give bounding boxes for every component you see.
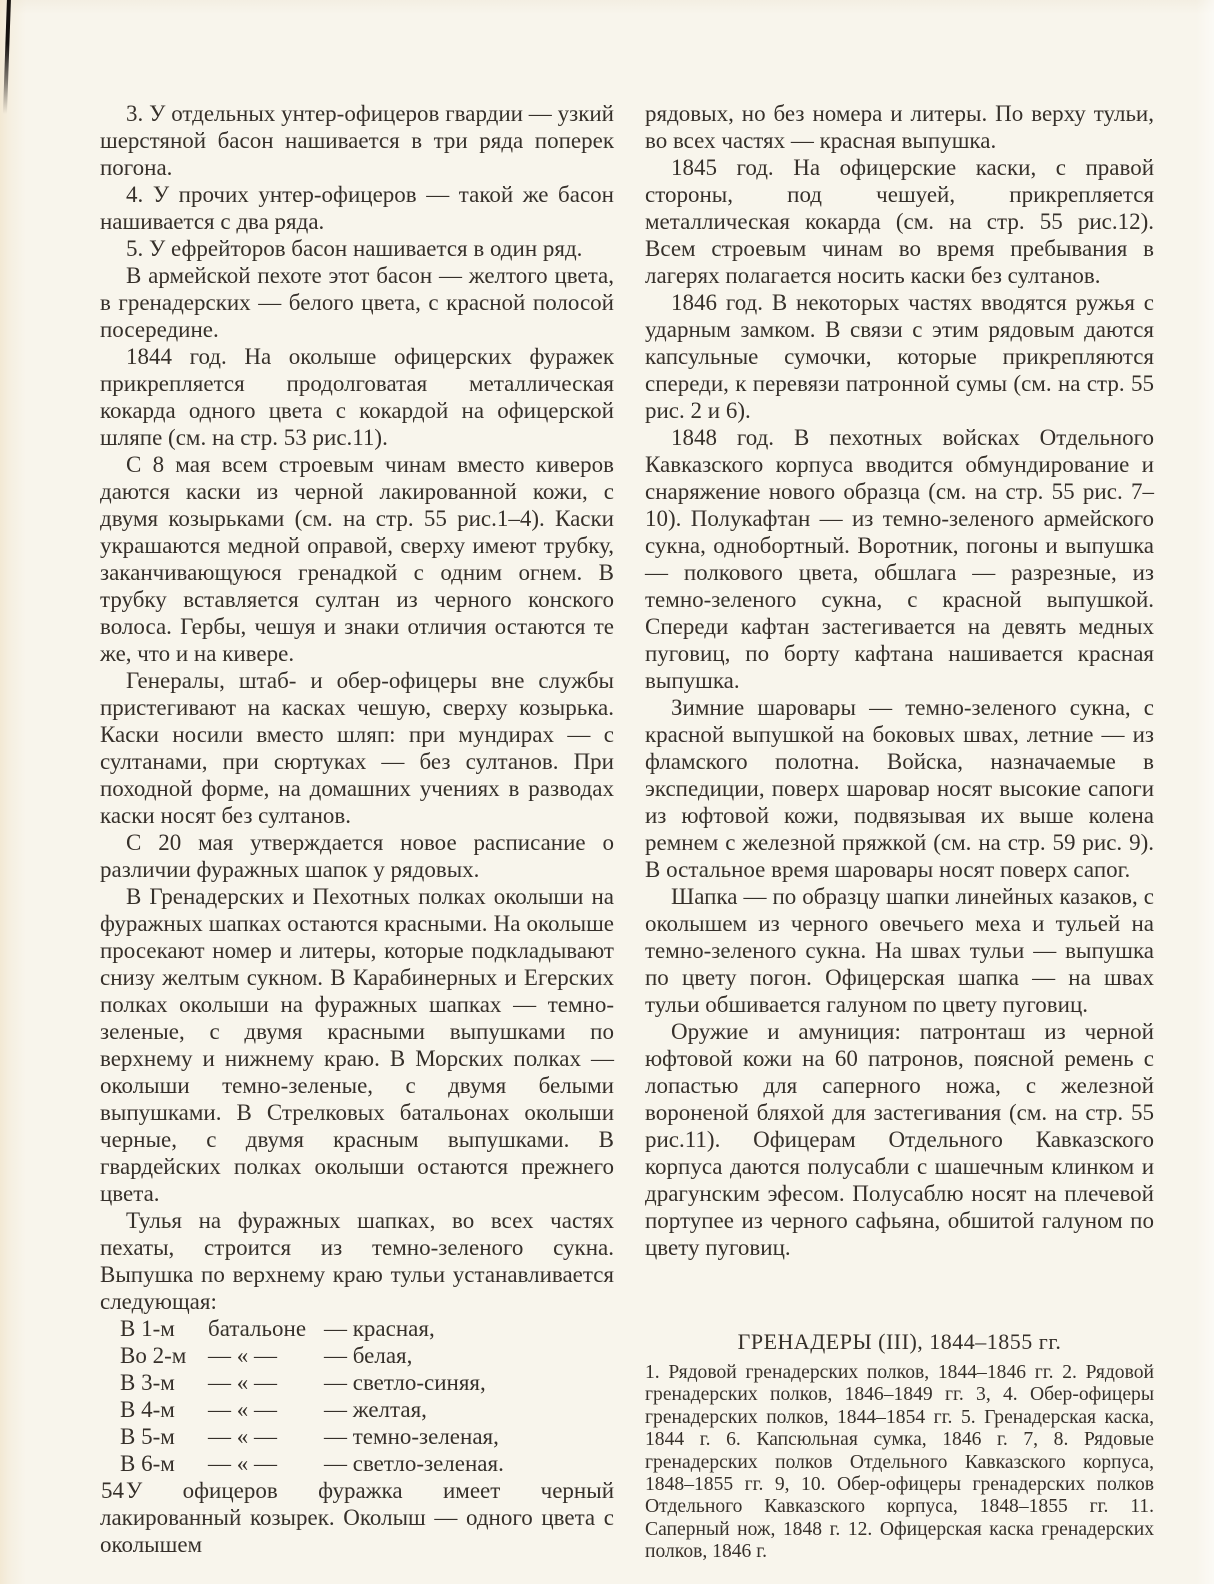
section-heading: ГРЕНАДЕРЫ (III), 1844–1855 гг. [737,1329,1062,1354]
paragraph: 5. У ефрейторов басон нашивается в один ряд. [126,236,583,261]
battalion-number: В 1-м [120,1316,175,1341]
paragraph: 1846 год. В некоторых частях вводятся ружья с ударным замком. В связи с этим рядовым даются капсульные сумочки, которые прикрепляются спереди, к перевязи патронной сумы (см. на стр. 55 рис. 2 и 6). [645,290,1154,423]
battalion-row [120,1423,614,1450]
battalion-number: Во 2-м [120,1343,187,1368]
battalion-number: В 6-м [120,1451,175,1476]
battalion-color: — белая, [324,1343,413,1368]
page-number: 54 [101,1478,124,1503]
paragraph: Оружие и амуниция: патронташ из черной юфтовой кожи на 60 патронов, поясной ремень с лопастью для саперного ножа, с железной вороненой бляхой для застегивания (см. на стр. 55 рис.11). Офицерам Отдельного Кавказского корпуса даются полусабли с шашечным клинком и драгунским эфесом. Полусаблю носят на плечевой портупее из черного сафьяна, обшитой галуном по цвету пуговиц. [645,1019,1154,1260]
battalion-color: — красная, [324,1316,435,1341]
battalion-row [120,1315,614,1342]
scan-artifact-line [3,0,11,114]
battalion-row [120,1396,614,1423]
paragraph: Зимние шаровары — темно-зеленого сукна, с красной выпушкой на боковых швах, летние — из фламского полотна. Войска, назначаемые в экспедиции, поверх шаровар носят высокие сапоги из юфтовой кожи, подвязывая их выше колена ремнем с железной пряжкой (см. на стр. 59 рис. 9). В остальное время шаровары носят поверх сапог. [645,695,1154,882]
battalion-color: — светло-синяя, [324,1370,486,1395]
paragraph: С 8 мая всем строевым чинам вместо киверов даются каски из черной лакированной кожи, с двумя козырьками (см. на стр. 55 рис.1–4). Каски украшаются медной оправой, сверху имеют трубку, заканчивающуюся гренадкой с одним огнем. В трубку вставляется султан из черного конского волоса. Гербы, чешуя и знаки отличия остаются те же, что и на кивере. [100,452,614,666]
battalion-word: — « — [208,1370,277,1395]
battalion-color: — светло-зеленая. [324,1451,504,1476]
battalion-row [120,1450,614,1477]
battalion-row [120,1342,614,1369]
battalion-word: — « — [208,1343,277,1368]
paragraph: 1844 год. На околыше офицерских фуражек прикрепляется продолговатая металлическая кокарда одного цвета с кокардой на офицерской шляпе (см. на стр. 53 рис.11). [100,344,614,450]
battalion-number: В 5-м [120,1424,175,1449]
battalion-word: — « — [208,1424,277,1449]
battalion-number: В 4-м [120,1397,175,1422]
battalion-row [120,1369,614,1396]
paragraph: 1848 год. В пехотных войсках Отдельного Кавказского корпуса вводится обмундирование и снаряжение нового образца (см. на стр. 55 рис. 7–10). Полукафтан — из темно-зеленого армейского сукна, однобортный. Воротник, погоны и выпушка — полкового цвета, обшлага — разрезные, из темно-зеленого сукна, с красной выпушкой. Спереди кафтан застегивается на девять медных пуговиц, по борту кафтана нашивается красная выпушка. [645,425,1154,693]
paragraph: Генералы, штаб- и обер-офицеры вне службы пристегивают на касках чешую, сверху козырька. Каски носили вместо шляп: при мундирах — с султанами, при сюртуках — без султанов. При походной форме, на домашних учениях в разводах каски носят без султанов. [100,668,614,828]
battalion-word: — « — [208,1451,277,1476]
battalion-word: батальоне [208,1316,307,1341]
battalion-color-list [120,1315,614,1477]
paragraph: У офицеров фуражка имеет черный лакированный козырек. Околыш — одного цвета с околышем [100,1478,614,1557]
paragraph: В Гренадерских и Пехотных полках околыши на фуражных шапках остаются красными. На околыше просекают номер и литеры, которые подкладывают снизу желтым сукном. В Карабинерных и Егерских полках околыши на фуражных шапках — темно-зеленые, с двумя красными выпушками по верхнему и нижнему краю. В Морских полках — околыши темно-зеленые, с двумя белыми выпушками. В Стрелковых батальонах околыши черные, с двумя красным выпушками. В гвардейских полках околыши остаются прежнего цвета. [100,884,614,1206]
paragraph: С 20 мая утверждается новое расписание о различии фуражных шапок у рядовых. [100,830,614,882]
battalion-color: — темно-зеленая, [324,1424,499,1449]
paragraph: 4. У прочих унтер-офицеров — такой же басон нашивается с два ряда. [100,182,614,234]
figure-caption: 1. Рядовой гренадерских полков, 1844–1846 гг. 2. Рядовой гренадерских полков, 1846–1849 гг. 3, 4. Обер-офицеры гренадерских полков, 1844–1854 гг. 5. Гренадерская каска, 1844 г. 6. Капсюльная сумка, 1846 г. 7, 8. Рядовые гренадерских полков Отдельного Кавказского корпуса, 1848–1855 гг. 9, 10. Обер-офицеры гренадерских полков Отдельного Кавказского корпуса, 1848–1855 гг. 11. Саперный нож, 1848 г. 12. Офицерская каска гренадерских полков, 1846 г. [645,1362,1154,1563]
paragraph: рядовых, но без номера и литеры. По верху тульи, во всех частях — красная выпушка. [645,101,1154,153]
paragraph: В армейской пехоте этот басон — желтого цвета, в гренадерских — белого цвета, с красной полосой посередине. [100,263,614,342]
battalion-color: — желтая, [324,1397,427,1422]
battalion-number: В 3-м [120,1370,175,1395]
paragraph: Тулья на фуражных шапках, во всех частях пехаты, строится из темно-зеленого сукна. Выпушка по верхнему краю тульи устанавливается следующая: [100,1208,614,1314]
paragraph: Шапка — по образцу шапки линейных казаков, с околышем из черного овечьего меха и тульей на темно-зеленого сукна. На швах тульи — выпушка по цвету погон. Офицерская шапка — на швах тульи обшивается галуном по цвету пуговиц. [645,884,1154,1017]
left-column [100,100,614,1558]
right-column [645,100,1154,1564]
paragraph: 3. У отдельных унтер-офицеров гвардии — узкий шерстяной басон нашивается в три ряда поперек погона. [100,101,614,180]
battalion-word: — « — [208,1397,277,1422]
paragraph: 1845 год. На офицерские каски, с правой стороны, под чешуей, прикрепляется металлическая кокарда (см. на стр. 55 рис.12). Всем строевым чинам во время пребывания в лагерях полагается носить каски без султанов. [645,155,1154,288]
